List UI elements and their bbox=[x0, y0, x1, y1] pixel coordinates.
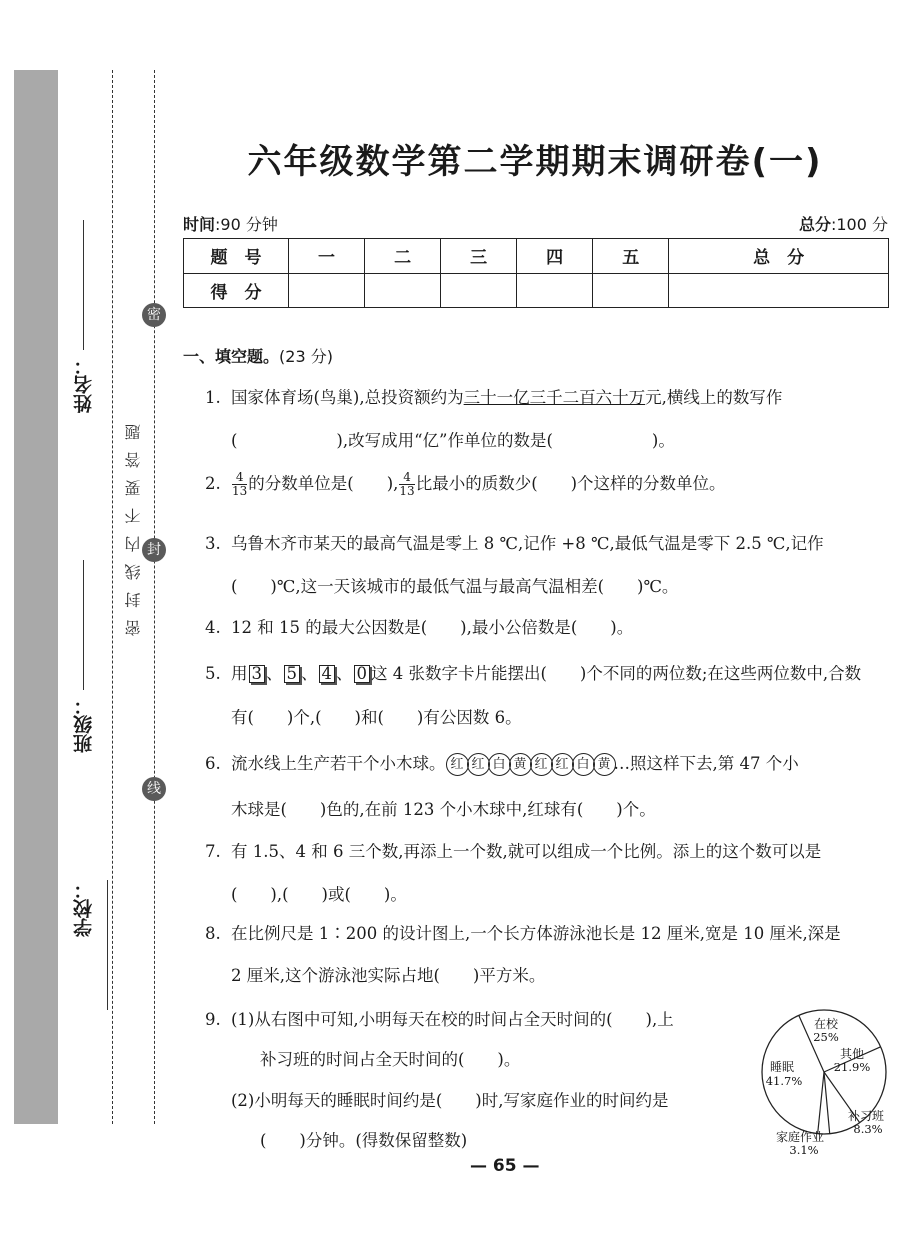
school-label: 学校： bbox=[73, 880, 95, 937]
fraction-numerator: 4 bbox=[232, 471, 247, 485]
question-text: …照这样下去,第 47 个小 bbox=[613, 754, 799, 773]
question-number: 3. bbox=[205, 534, 221, 553]
fraction bbox=[399, 471, 414, 498]
question-9-part-2-line-1: (2)小明每天的睡眠时间约是( )时,写家庭作业的时间约是 bbox=[231, 1091, 669, 1110]
question-6-line-1 bbox=[205, 750, 895, 776]
class-field[interactable] bbox=[70, 560, 102, 760]
question-number: 8. bbox=[205, 924, 221, 943]
ball-icon: 白 bbox=[572, 753, 595, 776]
pie-slice-boundary bbox=[824, 1072, 830, 1134]
question-text: 国家体育场(鸟巢),总投资额约为 bbox=[231, 388, 464, 407]
question-8-line-2: 2 厘米,这个游泳池实际占地( )平方米。 bbox=[231, 966, 546, 985]
score-header-cell: 总 分 bbox=[669, 239, 889, 274]
question-4 bbox=[205, 614, 895, 638]
page-number: — 65 — bbox=[470, 1156, 540, 1176]
class-label: 班级： bbox=[73, 696, 95, 753]
question-number: 7. bbox=[205, 842, 221, 861]
total-score-info bbox=[799, 212, 888, 235]
question-9-part-2-line-2: ( )分钟。(得数保留整数) bbox=[260, 1131, 468, 1150]
separator: 、 bbox=[336, 664, 353, 683]
question-number: 2. bbox=[205, 474, 221, 493]
pie-slice-label: 在校 bbox=[813, 1017, 839, 1031]
question-text: (1)从右图中可知,小明每天在校的时间占全天时间的( ),上 bbox=[231, 1010, 674, 1029]
question-text: 用 bbox=[231, 664, 248, 683]
pie-slice-label: 家庭作业 bbox=[775, 1130, 825, 1144]
time-allocation-pie-chart bbox=[760, 1008, 888, 1158]
seal-warning-text: 密封线内不要答题 bbox=[124, 412, 143, 636]
question-5-line-1 bbox=[205, 660, 895, 684]
question-text: 这 4 张数字卡片能摆出( )个不同的两位数;在这些两位数中,合数 bbox=[371, 664, 862, 683]
school-blank[interactable] bbox=[108, 880, 109, 1010]
question-9-part-1-line-2: 补习班的时间占全天时间的( )。 bbox=[260, 1050, 521, 1069]
score-row-label: 得 分 bbox=[184, 273, 289, 308]
name-label: 姓名： bbox=[73, 356, 95, 413]
question-5-line-2: 有( )个,( )和( )有公因数 6。 bbox=[231, 708, 522, 727]
pie-slice-percent: 3.1% bbox=[789, 1143, 819, 1157]
question-text: 元,横线上的数写作 bbox=[645, 388, 783, 407]
time-value: :90 分钟 bbox=[215, 215, 278, 234]
question-number: 5. bbox=[205, 664, 221, 683]
question-3-line-1 bbox=[205, 530, 895, 554]
section-heading bbox=[183, 344, 333, 367]
fraction-denominator: 13 bbox=[232, 484, 248, 498]
school-field[interactable] bbox=[70, 880, 102, 1030]
pie-slice-label: 补习班 bbox=[847, 1109, 885, 1123]
question-text: 有 1.5、4 和 6 三个数,再添上一个数,就可以组成一个比例。添上的这个数可以是 bbox=[231, 842, 822, 861]
section-title: 一、填空题。 bbox=[183, 347, 280, 366]
question-2 bbox=[205, 470, 895, 498]
score-header-cell: 四 bbox=[517, 239, 593, 274]
score-header-cell: 五 bbox=[593, 239, 669, 274]
score-value: :100 分 bbox=[830, 215, 888, 234]
pie-slice-label: 其他 bbox=[839, 1047, 865, 1061]
margin-gray-bar bbox=[14, 70, 58, 1124]
score-cell[interactable] bbox=[669, 273, 889, 308]
fraction-denominator: 13 bbox=[399, 484, 415, 498]
seal-mi-icon: 密 bbox=[142, 303, 166, 327]
question-1-line-1 bbox=[205, 384, 895, 408]
page-title: 六年级数学第二学期期末调研卷(一) bbox=[247, 142, 823, 182]
question-3-line-2: ( )℃,这一天该城市的最低气温与最高气温相差( )℃。 bbox=[231, 577, 679, 596]
class-blank[interactable] bbox=[84, 560, 85, 690]
pie-slice-percent: 41.7% bbox=[765, 1074, 803, 1088]
ball-icon: 红 bbox=[551, 753, 574, 776]
question-text: 在比例尺是 1∶200 的设计图上,一个长方体游泳池长是 12 厘米,宽是 10 厘米,深是 bbox=[231, 924, 841, 943]
question-7-line-2: ( ),( )或( )。 bbox=[231, 885, 407, 904]
name-blank[interactable] bbox=[84, 220, 85, 350]
question-text: 比最小的质数少( )个这样的分数单位。 bbox=[415, 474, 726, 493]
ball-icon: 红 bbox=[446, 753, 469, 776]
digit-card: 3 bbox=[249, 665, 266, 683]
ball-icon: 黄 bbox=[593, 753, 616, 776]
digit-card: 4 bbox=[319, 665, 336, 683]
seal-xian-icon: 线 bbox=[142, 777, 166, 801]
name-field[interactable] bbox=[70, 220, 102, 440]
question-number: 4. bbox=[205, 618, 221, 637]
pie-slice-percent: 25% bbox=[813, 1030, 839, 1044]
score-cell[interactable] bbox=[593, 273, 669, 308]
section-points: (23 分) bbox=[279, 347, 333, 366]
score-table bbox=[183, 238, 889, 308]
question-7-line-1 bbox=[205, 838, 895, 862]
score-cell[interactable] bbox=[289, 273, 365, 308]
question-8-line-1 bbox=[205, 920, 895, 944]
cut-line-inner bbox=[154, 70, 155, 1124]
score-cell[interactable] bbox=[441, 273, 517, 308]
digit-card: 0 bbox=[354, 665, 371, 683]
ball-icon: 红 bbox=[530, 753, 553, 776]
score-table-header-row bbox=[184, 239, 889, 274]
time-info bbox=[183, 212, 278, 235]
pie-slice-percent: 21.9% bbox=[833, 1060, 871, 1074]
time-label: 时间 bbox=[183, 215, 216, 234]
seal-feng-icon: 封 bbox=[142, 538, 166, 562]
question-number: 6. bbox=[205, 754, 221, 773]
question-6-line-2: 木球是( )色的,在前 123 个小木球中,红球有( )个。 bbox=[231, 800, 656, 819]
ball-icon: 红 bbox=[467, 753, 490, 776]
pie-slice-label: 睡眠 bbox=[769, 1060, 795, 1074]
separator: 、 bbox=[266, 664, 283, 683]
question-1-line-2: ( ),改写成用“亿”作单位的数是( )。 bbox=[231, 431, 675, 450]
question-number: 9. bbox=[205, 1010, 221, 1029]
separator: 、 bbox=[301, 664, 318, 683]
pie-slice-boundary bbox=[818, 1072, 824, 1134]
ball-icon: 黄 bbox=[509, 753, 532, 776]
score-header-cell: 题 号 bbox=[184, 239, 289, 274]
ball-icon: 白 bbox=[488, 753, 511, 776]
score-header-cell: 二 bbox=[365, 239, 441, 274]
pie-slice-percent: 8.3% bbox=[853, 1122, 883, 1136]
question-text: 的分数单位是( ), bbox=[248, 474, 399, 493]
score-cell[interactable] bbox=[365, 273, 441, 308]
question-text: 12 和 15 的最大公因数是( ),最小公倍数是( )。 bbox=[231, 618, 634, 637]
score-table-score-row bbox=[184, 273, 889, 308]
score-header-cell: 三 bbox=[441, 239, 517, 274]
question-text: 流水线上生产若干个小木球。 bbox=[231, 754, 446, 773]
score-label: 总分 bbox=[798, 215, 831, 234]
question-number: 1. bbox=[205, 388, 221, 407]
score-cell[interactable] bbox=[517, 273, 593, 308]
question-text: 乌鲁木齐市某天的最高气温是零上 8 ℃,记作 +8 ℃,最低气温是零下 2.5 ℃,记作 bbox=[231, 534, 824, 553]
underlined-number: 三十一亿三千二百六十万 bbox=[463, 388, 646, 407]
digit-card: 5 bbox=[284, 665, 301, 683]
fraction-numerator: 4 bbox=[399, 471, 414, 485]
fraction bbox=[232, 471, 247, 498]
score-header-cell: 一 bbox=[289, 239, 365, 274]
